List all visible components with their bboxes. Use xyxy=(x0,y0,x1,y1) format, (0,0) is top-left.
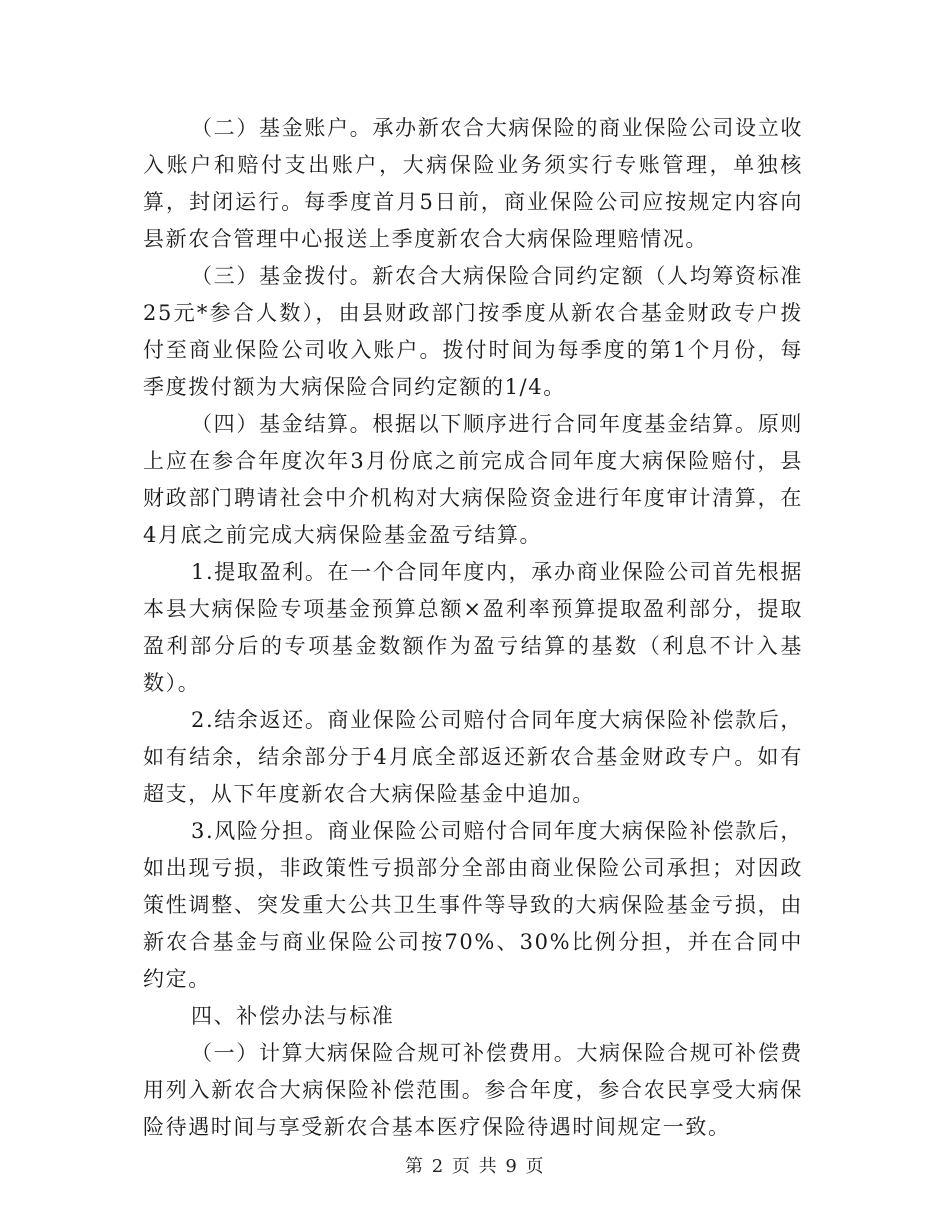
paragraph-extract-profit: 1.提取盈利。在一个合同年度内，承办商业保险公司首先根据本县大病保险专项基金预算总额×盈利率预算提取盈利部分，提取盈利部分后的专项基金数额作为盈亏结算的基数（利息不计入基数）。 xyxy=(143,560,803,695)
paragraph-fund-account: （二）基金账户。承办新农合大病保险的商业保险公司设立收入账户和赔付支出账户，大病保险业务须实行专账管理，单独核算，封闭运行。每季度首月5日前，商业保险公司应按规定内容向县新农合管理中心报送上季度新农合大病保险理赔情况。 xyxy=(143,116,803,251)
paragraph-risk-sharing: 3.风险分担。商业保险公司赔付合同年度大病保险补偿款后，如出现亏损，非政策性亏损部分全部由商业保险公司承担；对因政策性调整、突发重大公共卫生事件等导致的大病保险基金亏损，由新农合基金与商业保险公司按70%、30%比例分担，并在合同中约定。 xyxy=(143,819,803,991)
paragraph-fund-allocation: （三）基金拨付。新农合大病保险合同约定额（人均筹资标准25元*参合人数），由县财政部门按季度从新农合基金财政专户拨付至商业保险公司收入账户。拨付时间为每季度的第1个月份，每季度拨付额为大病保险合同约定额的1/4。 xyxy=(143,264,803,399)
section-heading: 四、补偿办法与标准 xyxy=(191,1004,395,1028)
paragraph-compensable-costs: （一）计算大病保险合规可补偿费用。大病保险合规可补偿费用列入新农合大病保险补偿范围。参合年度，参合农民享受大病保险待遇时间与享受新农合基本医疗保险待遇时间规定一致。 xyxy=(143,1041,803,1139)
paragraph-fund-settlement: （四）基金结算。根据以下顺序进行合同年度基金结算。原则上应在参合年度次年3月份底之前完成合同年度大病保险赔付，县财政部门聘请社会中介机构对大病保险资金进行年度审计清算，在4月底之前完成大病保险基金盈亏结算。 xyxy=(143,412,803,547)
paragraph-surplus-return: 2.结余返还。商业保险公司赔付合同年度大病保险补偿款后，如有结余，结余部分于4月底全部返还新农合基金财政专户。如有超支，从下年度新农合大病保险基金中追加。 xyxy=(143,708,803,806)
page-number-footer: 第 2 页 共 9 页 xyxy=(404,1156,545,1177)
document-body xyxy=(143,110,803,1146)
